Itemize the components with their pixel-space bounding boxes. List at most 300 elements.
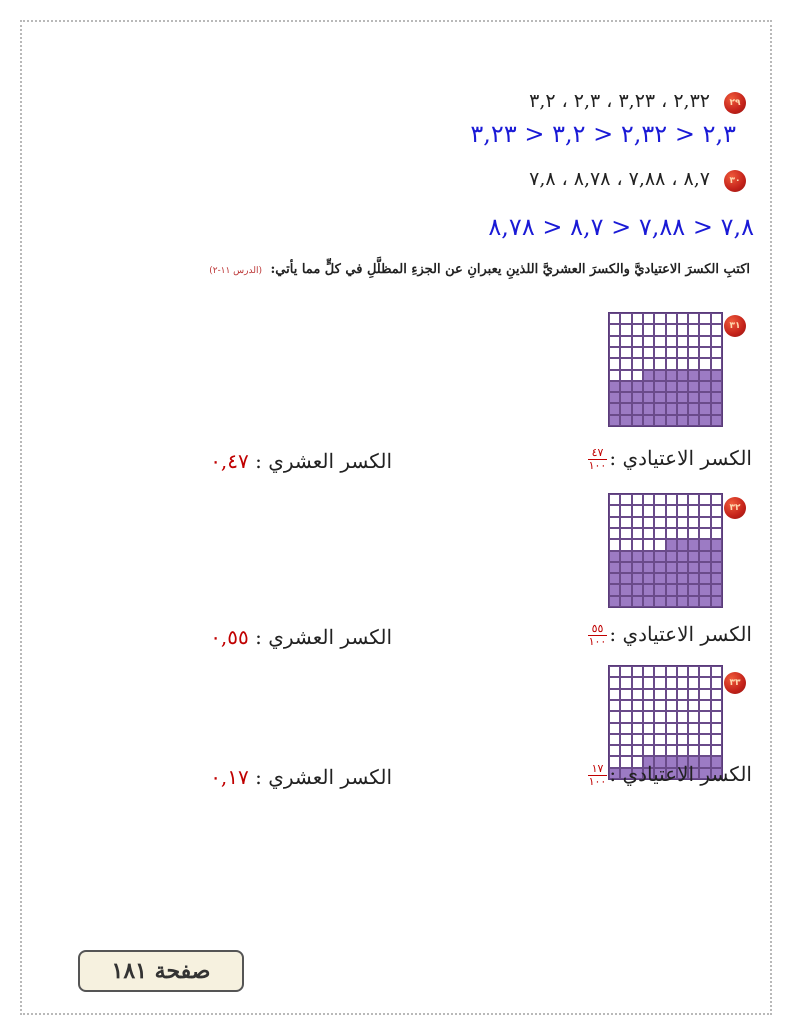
grid-cell [699,494,710,505]
grid-cell [711,415,722,426]
grid-cell [609,403,620,414]
grid-cell [699,403,710,414]
fraction [588,623,608,648]
grid-cell [699,677,710,688]
grid-cell [711,596,722,607]
grid-cell [632,677,643,688]
grid-cell [632,347,643,358]
grid-cell [609,596,620,607]
grid-cell [677,596,688,607]
grid-cell [620,596,631,607]
grid-cell [654,573,665,584]
grid-cell [620,677,631,688]
grid-cell [666,370,677,381]
grid-cell [699,370,710,381]
grid-cell [666,700,677,711]
grid-cell [654,517,665,528]
grid-cell [654,370,665,381]
grid-cell [620,700,631,711]
grid-cell [677,689,688,700]
grid-cell [643,381,654,392]
grid-cell [620,573,631,584]
grid-cell [632,584,643,595]
grid-cell [677,711,688,722]
grid-cell [688,539,699,550]
grid-cell [699,745,710,756]
fraction-numerator: ١٧ [588,763,608,776]
grid-cell [609,584,620,595]
grid-cell [620,528,631,539]
grid-cell [643,723,654,734]
grid-cell [711,734,722,745]
grid-cell [688,358,699,369]
grid-cell [609,370,620,381]
grid-cell [620,313,631,324]
grid-cell [609,711,620,722]
grid-cell [620,517,631,528]
grid-cell [654,551,665,562]
grid-cell [654,392,665,403]
grid-cell [666,551,677,562]
grid-cell [711,666,722,677]
grid-cell [711,745,722,756]
grid-cell [699,723,710,734]
decimal-value: ٠,١٧ [210,765,249,789]
grid-cell [666,517,677,528]
grid-cell [643,313,654,324]
grid-cell [666,689,677,700]
grid-cell [711,494,722,505]
grid-cell [609,505,620,516]
grid-cell [711,551,722,562]
grid-cell [620,505,631,516]
grid-cell [688,711,699,722]
grid-cell [643,596,654,607]
grid-cell [609,677,620,688]
grid-cell [688,381,699,392]
grid-cell [677,528,688,539]
grid-cell [688,336,699,347]
grid-cell [711,723,722,734]
grid-cell [643,517,654,528]
grid-cell [666,347,677,358]
grid-cell [699,700,710,711]
grid-cell [677,324,688,335]
grid-cell [666,392,677,403]
grid-cell [643,347,654,358]
grid-cell [688,347,699,358]
grid-cell [688,370,699,381]
fraction-denominator: ١٠٠ [588,459,607,472]
exercise-33-decimal [210,765,392,789]
fraction-numerator: ٤٧ [588,447,608,460]
grid-cell [688,745,699,756]
grid-cell [688,666,699,677]
grid-cell [666,403,677,414]
common-fraction-label: الكسر الاعتيادي : [609,446,752,470]
grid-cell [609,324,620,335]
question-30-list: ٨,٧ ، ٧,٨٨ ، ٨,٧٨ ، ٧,٨ [529,168,710,190]
grid-cell [654,596,665,607]
grid-cell [699,505,710,516]
grid-cell [711,677,722,688]
decimal-value: ٠,٤٧ [210,449,249,473]
fraction [588,763,608,788]
grid-cell [711,324,722,335]
grid-cell [609,358,620,369]
grid-cell [677,745,688,756]
exercise-32-common-fraction [588,622,752,648]
grid-cell [609,723,620,734]
grid-cell [699,666,710,677]
grid-cell [654,700,665,711]
grid-cell [654,358,665,369]
grid-cell [677,392,688,403]
decimal-label: الكسر العشري : [255,625,392,649]
grid-cell [654,745,665,756]
exercise-33-badge: ٣٣ [724,672,746,694]
grid-cell [643,573,654,584]
grid-cell [632,505,643,516]
grid-cell [699,358,710,369]
grid-cell [711,689,722,700]
grid-cell [609,517,620,528]
grid-cell [666,723,677,734]
grid-cell [666,711,677,722]
grid-cell [711,584,722,595]
grid-cell [677,551,688,562]
grid-cell [677,381,688,392]
grid-cell [620,734,631,745]
grid-cell [677,415,688,426]
grid-cell [643,745,654,756]
grid-cell [620,689,631,700]
grid-cell [666,336,677,347]
grid-cell [699,517,710,528]
grid-cell [688,415,699,426]
grid-cell [677,700,688,711]
grid-cell [654,539,665,550]
grid-cell [711,711,722,722]
grid-cell [609,689,620,700]
grid-cell [654,403,665,414]
grid-cell [677,562,688,573]
question-29-list: ٢,٣٢ ، ٣,٢٣ ، ٢,٣ ، ٣,٢ [529,90,710,112]
grid-cell [609,573,620,584]
grid-cell [609,551,620,562]
grid-cell [677,723,688,734]
grid-cell [632,596,643,607]
grid-cell [677,336,688,347]
question-29-answer: ٢,٣ < ٢,٣٢ < ٣,٢ < ٣,٢٣ [470,120,736,148]
grid-cell [711,347,722,358]
decimal-label: الكسر العشري : [255,449,392,473]
grid-cell [632,745,643,756]
grid-cell [620,745,631,756]
grid-cell [620,324,631,335]
grid-cell [632,494,643,505]
grid-cell [654,584,665,595]
grid-cell [699,584,710,595]
grid-cell [666,666,677,677]
grid-cell [677,734,688,745]
grid-cell [677,573,688,584]
grid-cell [688,562,699,573]
exercise-33-common-fraction [588,762,752,788]
grid-cell [620,336,631,347]
grid-cell [688,313,699,324]
grid-cell [699,689,710,700]
grid-cell [699,539,710,550]
grid-cell [711,403,722,414]
grid-cell [643,403,654,414]
grid-cell [632,324,643,335]
grid-cell [666,584,677,595]
grid-cell [632,313,643,324]
fraction-denominator: ١٠٠ [588,775,607,788]
exercise-31-grid [608,312,723,427]
grid-cell [699,313,710,324]
grid-cell [632,666,643,677]
grid-cell [711,700,722,711]
exercise-32-decimal [210,625,392,649]
grid-cell [643,689,654,700]
grid-cell [643,584,654,595]
grid-cell [699,324,710,335]
grid-cell [699,562,710,573]
grid-cell [677,505,688,516]
grid-cell [699,551,710,562]
grid-cell [609,700,620,711]
grid-cell [711,505,722,516]
grid-cell [711,370,722,381]
grid-cell [609,734,620,745]
grid-cell [632,528,643,539]
grid-cell [609,313,620,324]
decimal-value: ٠,٥٥ [210,625,249,649]
grid-cell [666,596,677,607]
grid-cell [654,415,665,426]
lesson-reference: (الدرس ١١-٢) [209,266,262,276]
grid-cell [632,336,643,347]
grid-cell [654,711,665,722]
grid-cell [677,370,688,381]
grid-cell [643,666,654,677]
grid-cell [632,370,643,381]
instruction-text: اكتبِ الكسرَ الاعتياديَّ والكسرَ العشريَّ اللذينِ يعبرانِ عن الجزءِ المظلَّلِ في كلٍّ مما يأتي: [270,262,750,277]
grid-cell [677,403,688,414]
grid-cell [711,313,722,324]
grid-cell [688,517,699,528]
question-30-answer: ٧,٨ < ٧,٨٨ < ٨,٧ < ٨,٧٨ [488,213,754,241]
grid-cell [609,347,620,358]
grid-cell [699,381,710,392]
decimal-label: الكسر العشري : [255,765,392,789]
grid-cell [711,539,722,550]
grid-cell [688,734,699,745]
grid-cell [654,324,665,335]
grid-cell [654,528,665,539]
grid-cell [666,539,677,550]
grid-cell [699,415,710,426]
grid-cell [677,347,688,358]
grid-cell [632,415,643,426]
grid-cell [620,551,631,562]
grid-cell [654,313,665,324]
grid-cell [666,573,677,584]
grid-cell [609,336,620,347]
grid-cell [666,528,677,539]
grid-cell [632,711,643,722]
grid-cell [688,689,699,700]
grid-cell [699,596,710,607]
grid-cell [632,517,643,528]
grid-cell [620,347,631,358]
grid-cell [666,358,677,369]
grid-cell [620,370,631,381]
grid-cell [666,324,677,335]
grid-cell [632,689,643,700]
grid-cell [620,381,631,392]
exercise-32-badge: ٣٢ [724,497,746,519]
grid-cell [677,584,688,595]
grid-cell [666,734,677,745]
grid-cell [620,584,631,595]
grid-cell [711,528,722,539]
grid-cell [654,677,665,688]
grid-cell [609,392,620,403]
question-30-badge: ٣٠ [724,170,746,192]
grid-cell [688,677,699,688]
grid-cell [643,677,654,688]
grid-cell [677,494,688,505]
grid-cell [654,505,665,516]
grid-cell [609,528,620,539]
grid-cell [609,666,620,677]
grid-cell [699,528,710,539]
grid-cell [688,505,699,516]
grid-cell [620,562,631,573]
grid-cell [688,573,699,584]
grid-cell [643,734,654,745]
grid-cell [688,596,699,607]
grid-cell [677,677,688,688]
grid-cell [632,392,643,403]
grid-cell [654,666,665,677]
exercise-31-decimal [210,449,392,473]
exercise-32-grid [608,493,723,608]
grid-cell [699,711,710,722]
grid-cell [643,711,654,722]
grid-cell [666,562,677,573]
grid-cell [654,562,665,573]
grid-cell [677,313,688,324]
grid-cell [620,358,631,369]
grid-cell [620,392,631,403]
grid-cell [666,505,677,516]
grid-cell [688,403,699,414]
grid-cell [688,324,699,335]
grid-cell [620,711,631,722]
grid-cell [643,415,654,426]
grid-cell [609,539,620,550]
grid-cell [711,573,722,584]
grid-cell [666,745,677,756]
grid-cell [632,358,643,369]
grid-cell [632,539,643,550]
grid-cell [677,517,688,528]
grid-cell [632,734,643,745]
instruction-line [209,262,750,277]
grid-cell [711,358,722,369]
grid-cell [643,700,654,711]
grid-cell [711,562,722,573]
grid-cell [666,313,677,324]
common-fraction-label: الكسر الاعتيادي : [609,762,752,786]
grid-cell [711,392,722,403]
grid-cell [609,381,620,392]
grid-cell [699,336,710,347]
grid-cell [711,336,722,347]
grid-cell [688,700,699,711]
grid-cell [620,723,631,734]
grid-cell [654,689,665,700]
question-29-badge: ٢٩ [724,92,746,114]
grid-cell [666,381,677,392]
grid-cell [620,666,631,677]
grid-cell [609,415,620,426]
grid-cell [643,551,654,562]
grid-cell [699,573,710,584]
grid-cell [643,324,654,335]
grid-cell [609,745,620,756]
grid-cell [632,573,643,584]
grid-cell [643,505,654,516]
grid-cell [620,539,631,550]
fraction [588,447,608,472]
grid-cell [643,562,654,573]
grid-cell [688,584,699,595]
grid-cell [666,415,677,426]
grid-cell [699,347,710,358]
common-fraction-label: الكسر الاعتيادي : [609,622,752,646]
grid-cell [654,381,665,392]
grid-cell [609,494,620,505]
grid-cell [643,494,654,505]
grid-cell [632,381,643,392]
grid-cell [711,381,722,392]
grid-cell [643,528,654,539]
grid-cell [654,734,665,745]
grid-cell [643,358,654,369]
grid-cell [654,723,665,734]
grid-cell [632,551,643,562]
grid-cell [666,494,677,505]
grid-cell [654,336,665,347]
grid-cell [632,562,643,573]
grid-cell [632,700,643,711]
grid-cell [677,539,688,550]
grid-cell [699,392,710,403]
grid-cell [711,517,722,528]
page-number-box: صفحة ١٨١ [78,950,244,992]
grid-cell [609,562,620,573]
grid-cell [620,403,631,414]
grid-cell [654,347,665,358]
grid-cell [677,358,688,369]
grid-cell [643,392,654,403]
grid-cell [677,666,688,677]
